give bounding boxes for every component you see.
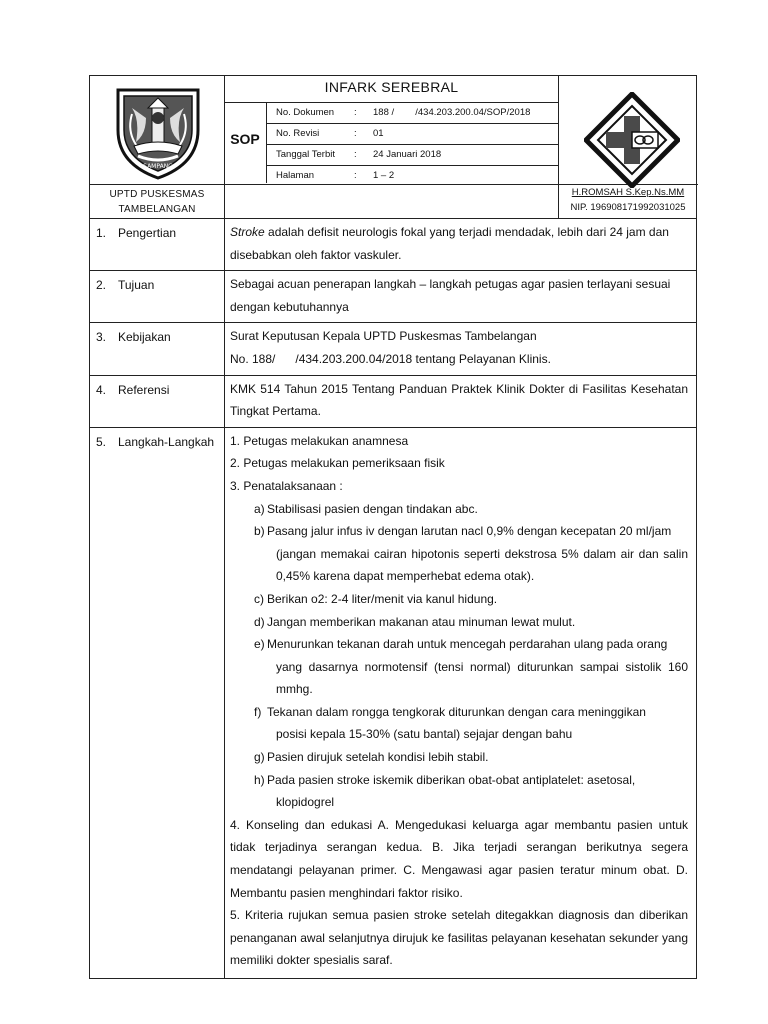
sub-step-h: h) Pada pasien stroke iskemik diberikan obat-obat antiplatelet: asetosal, klopidogrel	[254, 772, 636, 810]
puskesmas-logo-icon	[584, 92, 680, 188]
section-content: KMK 514 Tahun 2015 Tentang Panduan Praktek Klinik Dokter di Fasilitas Kesehatan Tingkat Pertama.	[230, 381, 688, 419]
unit-name: UPTD PUSKESMAS TAMBELANGAN	[109, 189, 205, 215]
sop-document	[89, 75, 697, 979]
regency-crest-icon	[112, 84, 204, 182]
sop-header	[89, 75, 697, 219]
section-label: Tujuan	[118, 278, 155, 293]
step-3: 3. Penatalaksanaan :	[230, 478, 343, 493]
sub-step-g: g) Pasien dirujuk setelah kondisi lebih stabil.	[254, 750, 489, 765]
section-content: Stroke adalah defisit neurologis fokal yang terjadi mendadak, lebih dari 24 jam dan disebabkan oleh faktor vaskuler.	[230, 225, 669, 262]
step-1: 1. Petugas melakukan anamnesa	[230, 433, 409, 448]
step-2: 2. Petugas melakukan pemeriksaan fisik	[230, 456, 445, 471]
section-label: Kebijakan	[118, 330, 171, 345]
sub-step-a: a) Stabilisasi pasien dengan tindakan abc.	[254, 501, 478, 516]
section-label: Referensi	[118, 382, 170, 397]
meta-row-halaman: Halaman : 1 – 2	[276, 170, 395, 181]
section-pengertian: 1. Pengertian Stroke adalah defisit neurologis fokal yang terjadi mendadak, lebih dari 24 jam dan disebabkan oleh faktor vaskuler.	[89, 219, 697, 271]
section-langkah: 5. Langkah-Langkah 1. Petugas melakukan anamnesa 2. Petugas melakukan pemeriksaan fisik 3. Penatalaksanaan : a) Stabilisasi pasien dengan tindakan abc. b) Pasang jalur infus iv dengan larutan nacl 0,9% dengan kecepatan 20 ml/jam (jangan memakai cairan hipotonis seperti dekstrosa 5% dalam air dan salin 0,45% karena dapat memperhebat edema otak). c) Berikan o2: 2-4 liter/menit via kanul hidung. d) Jangan memberikan makanan atau minuman lewat mulut. e) Menurunkan tekanan darah untuk mencegah perdarahan ulang pada orang yang dasarnya normotensif (tensi normal) diturunkan sampai sistolik 160 mmhg. f) Tekanan dalam rongga tengkorak diturunkan dengan cara meninggikan posisi kepala 15-30% (satu bantal) sejajar dengan bahu g) Pasien dirujuk setelah kondisi lebih stabil. h) Pada pasien stroke iskemik diberikan obat-obat antiplatelet: asetosal, klopidogrel 4. Konseling dan edukasi A. Mengedukasi keluarga agar membantu pasien untuk tidak terjadinya serangan kedua. B. Jika terjadi serangan berikutnya segera mendatangi pelayanan primer. C. Mengawasi agar pasien teratur minum obat. D. Membantu pasien menghindari faktor risiko. 5. Kriteria rujukan semua pasien stroke setelah ditegakkan diagnosis dan diberikan penanganan awal selanjutnya dirujuk ke fasilitas pelayanan kesehatan sekunder yang memiliki dokter spesialis saraf.	[89, 428, 697, 979]
sub-step-b: b) Pasang jalur infus iv dengan larutan nacl 0,9% dengan kecepatan 20 ml/jam (jangan memakai cairan hipotonis seperti dekstrosa 5% dalam air dan salin 0,45% karena dapat memperhebat edema otak).	[254, 524, 688, 584]
meta-row-no-revisi: No. Revisi : 01	[276, 128, 384, 139]
signatory-nip: NIP. 196908171992031025	[570, 202, 686, 213]
signatory-name: H.ROMSAH S.Kep.Ns.MM	[571, 187, 685, 198]
section-referensi: 4. Referensi KMK 514 Tahun 2015 Tentang Panduan Praktek Klinik Dokter di Fasilitas Kesehatan Tingkat Pertama.	[89, 376, 697, 428]
section-content: Surat Keputusan Kepala UPTD Puskesmas Tambelangan No. 188/ /434.203.200.04/2018 tentang Pelayanan Klinis.	[230, 329, 551, 366]
section-content	[225, 428, 696, 978]
svg-text:SAMPANG: SAMPANG	[143, 163, 173, 170]
section-label: Pengertian	[118, 226, 177, 240]
meta-row-no-dokumen: No. Dokumen : 188 / /434.203.200.04/SOP/2018	[276, 107, 531, 118]
section-kebijakan: 3. Kebijakan Surat Keputusan Kepala UPTD Puskesmas Tambelangan No. 188/ /434.203.200.04/2018 tentang Pelayanan Klinis.	[89, 323, 697, 375]
sub-step-d: d) Jangan memberikan makanan atau minuman lewat mulut.	[254, 614, 576, 629]
signatory	[558, 185, 698, 215]
sop-label: SOP	[230, 131, 260, 147]
section-label: Langkah-Langkah	[118, 434, 215, 449]
sub-step-c: c) Berikan o2: 2-4 liter/menit via kanul hidung.	[254, 591, 498, 606]
sub-step-e: e) Menurunkan tekanan darah untuk mencegah perdarahan ulang pada orang yang dasarnya normotensif (tensi normal) diturunkan sampai sistolik 160 mmhg.	[254, 637, 688, 697]
step-4: 4. Konseling dan edukasi A. Mengedukasi keluarga agar membantu pasien untuk tidak terjadinya serangan kedua. B. Jika terjadi serangan berikutnya segera mendatangi pelayanan primer. C. Mengawasi agar pasien teratur minum obat. D. Membantu pasien menghindari faktor risiko.	[230, 817, 688, 900]
sub-step-f: f) Tekanan dalam rongga tengkorak diturunkan dengan cara meninggikan posisi kepala 15-30% (satu bantal) sejajar dengan bahu	[254, 704, 646, 742]
section-tujuan: 2. Tujuan Sebagai acuan penerapan langkah – langkah petugas agar pasien terlayani sesuai dengan kebutuhannya	[89, 271, 697, 323]
document-title: INFARK SEREBRAL	[324, 79, 459, 95]
section-content: Sebagai acuan penerapan langkah – langkah petugas agar pasien terlayani sesuai dengan kebutuhannya	[230, 277, 671, 314]
step-5: 5. Kriteria rujukan semua pasien stroke setelah ditegakkan diagnosis dan diberikan penanganan awal selanjutnya dirujuk ke fasilitas pelayanan kesehatan sekunder yang memiliki dokter spesialis saraf.	[230, 908, 688, 968]
meta-row-tanggal-terbit: Tanggal Terbit : 24 Januari 2018	[276, 149, 442, 160]
